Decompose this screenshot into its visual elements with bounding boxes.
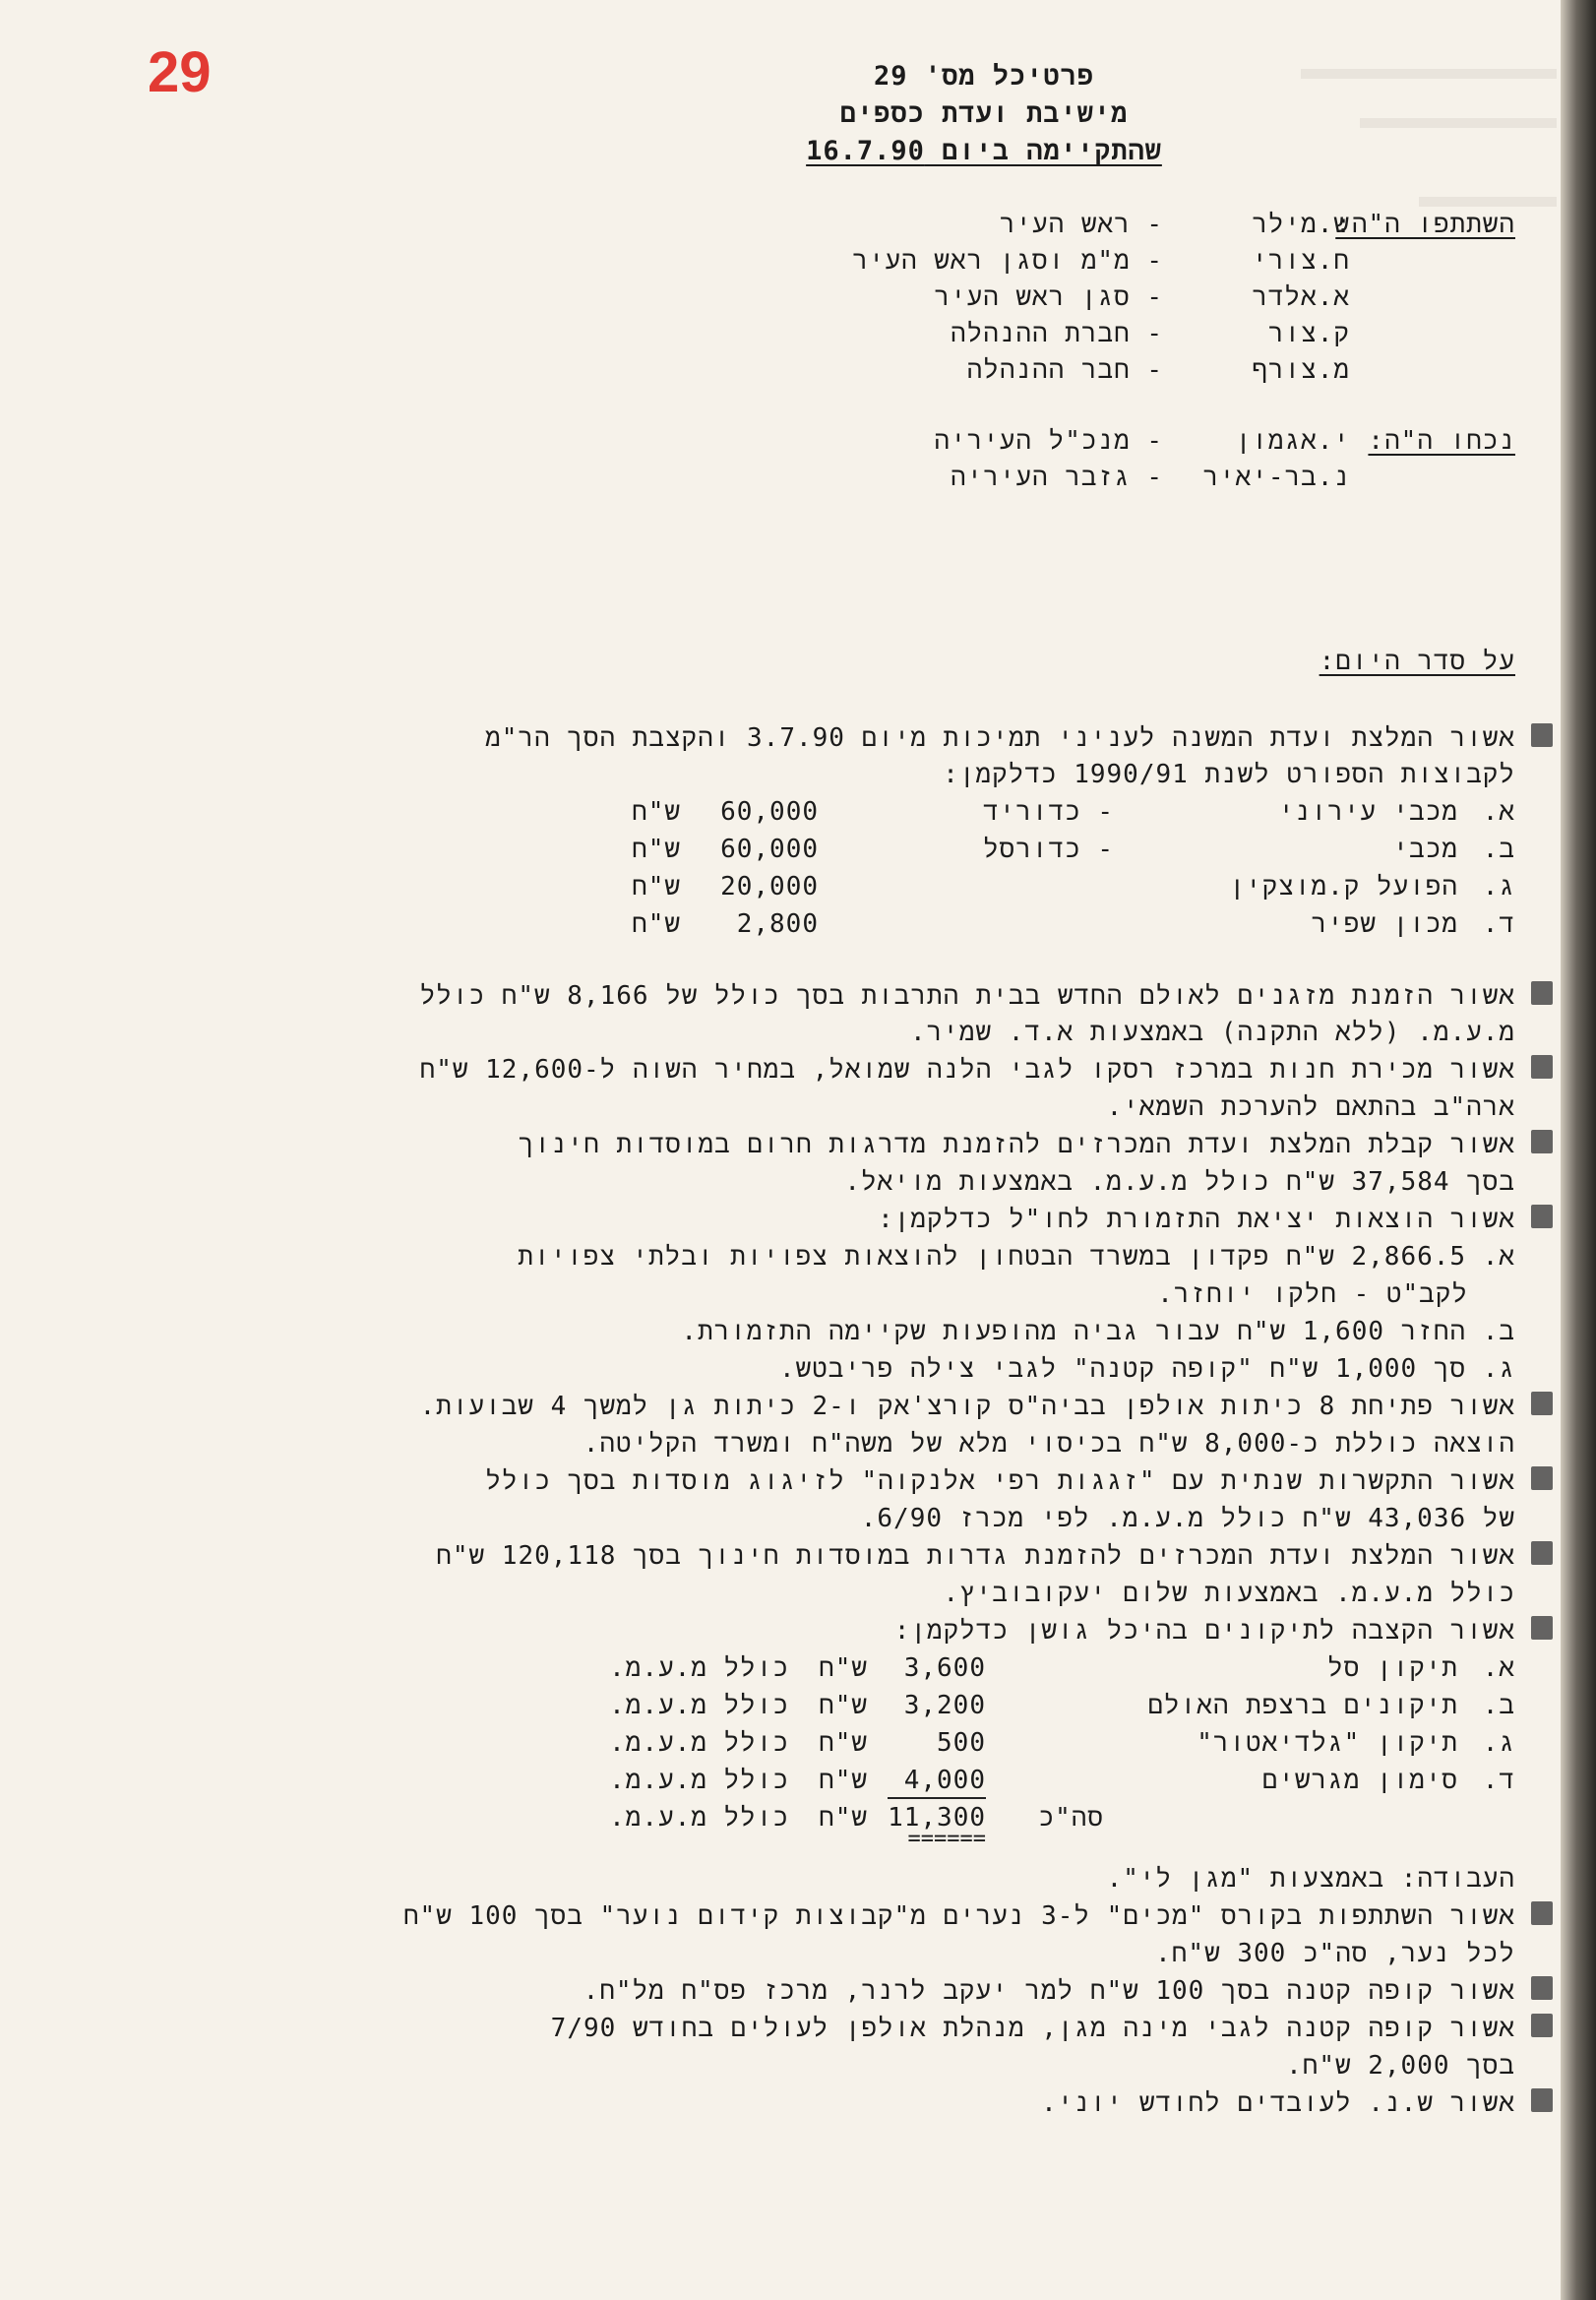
item8-line: אשור המלצת ועדת המכרזים להזמנת גדרות במוסדות חינוך בסך 120,118 ש"ח [436, 1541, 1515, 1571]
item-marker [1531, 1055, 1553, 1079]
present-name: י.אגמון [1235, 426, 1350, 456]
present-label: נכחו ה"ה: [1368, 426, 1515, 456]
item9-row-unit: ש"ח [819, 1766, 868, 1795]
item9-row-vat: כולל מ.ע.מ. [609, 1691, 789, 1720]
item1-row-unit: ש"ח [632, 797, 681, 827]
present-name: נ.בר-יאיר [1202, 463, 1350, 492]
item1-row-letter: ד. [1482, 909, 1515, 939]
item1-row-letter: ג. [1482, 872, 1515, 901]
item9-row-name: תיקון "גלדיאטור" [1197, 1728, 1458, 1758]
meeting-date [689, 136, 1279, 168]
item5-sub-c: ג. סך 1,000 ש"ח "קופה קטנה" לגבי צילה פריבטש. [778, 1354, 1515, 1384]
item1-line: אשור המלצת ועדת המשנה לעניני תמיכות מיום 3.7.90 והקצבת הסך הר"מ [485, 723, 1515, 753]
item1-row-amount: 20,000 [720, 872, 819, 901]
item3-line: אשור מכירת חנות במרכז רסקו לגבי הלנה שמואל, במחיר השוה ל-12,600 ש"ח [419, 1055, 1515, 1085]
item8-line: כולל מ.ע.מ. באמצעות שלום יעקובוביץ. [943, 1579, 1515, 1608]
item1-row-sport: - כדורסל [983, 835, 1114, 864]
agenda-label: על סדר היום: [1319, 647, 1515, 676]
item2-line: מ.ע.מ. (ללא התקנה) באמצעות א.ד. שמיר. [910, 1018, 1515, 1047]
item12-line: אשור קופה קטנה לגבי מינה מגן, מנהלת אולפן לעולים בחודש 7/90 [550, 2014, 1515, 2043]
item-marker [1531, 2088, 1553, 2112]
item-marker [1531, 1616, 1553, 1640]
participant-role: - ראש העיר [999, 210, 1163, 239]
item1-row-sport: - כדוריד [983, 797, 1114, 827]
item9-total-unit: ש"ח [819, 1803, 868, 1833]
item1-row-amount: 60,000 [720, 797, 819, 827]
item9-row-name: תיקון סל [1327, 1653, 1458, 1683]
item-marker [1531, 1541, 1553, 1565]
item1-row-name: מכבי [1392, 835, 1458, 864]
item1-row-unit: ש"ח [632, 872, 681, 901]
participant-role: - מ"מ וסגן ראש העיר [852, 246, 1163, 276]
item1-row-amount: 2,800 [736, 909, 819, 939]
item9-row-unit: ש"ח [819, 1653, 868, 1683]
item-marker [1531, 1466, 1553, 1490]
item4-line: בסך 37,584 ש"ח כולל מ.ע.מ. באמצעות מויאל. [844, 1167, 1515, 1197]
item11-line: אשור קופה קטנה בסך 100 ש"ח למר יעקב לרנר, מרכז פס"ח מל"ח. [583, 1976, 1515, 2006]
item1-row-name: מכון שפיר [1311, 909, 1458, 939]
present-role: - גזבר העיריה [951, 463, 1163, 492]
item9-row-letter: ג. [1482, 1728, 1515, 1758]
item9-total-amount: 11,300 [888, 1803, 986, 1833]
item10-line: אשור השתתפות בקורס "מכים" ל-3 נערים מ"קבוצות קידום נוער" בסך 100 ש"ח [402, 1901, 1515, 1931]
document-title: פרטיכל מס' 29 [874, 61, 1094, 92]
item9-row-amount: 500 [937, 1728, 986, 1758]
item9-row-letter: א. [1482, 1653, 1515, 1683]
item6-line: אשור פתיחת 8 כיתות אולפן בביה"ס קורצ'אק ו-2 כיתות גן למשך 4 שבועות. [419, 1392, 1515, 1421]
item1-row-letter: ב. [1482, 835, 1515, 864]
item9-row-unit: ש"ח [819, 1691, 868, 1720]
item9-row-name: סימון מגרשים [1261, 1766, 1458, 1795]
participant-name: ק.צור [1267, 319, 1350, 348]
item6-line: הוצאה כוללת כ-8,000 ש"ח בכיסוי מלא של משה"ח ומשרד הקליטה. [583, 1429, 1515, 1459]
item9-work-line: העבודה: באמצעות "מגן לי". [1106, 1864, 1515, 1894]
meeting-date-text: שהתקיימה ביום 16.7.90 [806, 136, 1162, 166]
bleed-through [1419, 197, 1557, 207]
item12-line: בסך 2,000 ש"ח. [1286, 2051, 1515, 2081]
item7-line: אשור התקשרות שנתית עם "זגגות רפי אלנקוה" לזיגוג מוסדות בסך כולל [485, 1466, 1515, 1496]
item9-row-vat: כולל מ.ע.מ. [609, 1766, 789, 1795]
item9-row-amount: 3,600 [903, 1653, 986, 1683]
page-edge-shadow [1561, 0, 1596, 2300]
item-marker [1531, 2014, 1553, 2037]
item-marker [1531, 1392, 1553, 1415]
bleed-through [1360, 118, 1557, 128]
participants-label: השתתפו ה"ה: [1335, 210, 1515, 239]
subtotal-rule [888, 1797, 986, 1799]
item-marker [1531, 1130, 1553, 1153]
item-marker [1531, 981, 1553, 1005]
item9-line: אשור הקצבה לתיקונים בהיכל גושן כדלקמן: [893, 1616, 1515, 1646]
item1-line: לקבוצות הספורט לשנת 1990/91 כדלקמן: [943, 760, 1515, 789]
item1-row-letter: א. [1482, 797, 1515, 827]
item3-line: ארה"ב בהתאם להערכת השמאי. [1106, 1092, 1515, 1122]
item9-row-vat: כולל מ.ע.מ. [609, 1653, 789, 1683]
item1-row-name: מכבי עירוני [1278, 797, 1458, 827]
item9-row-letter: ד. [1482, 1766, 1515, 1795]
item9-row-amount: 3,200 [903, 1691, 986, 1720]
item13-line: אשור ש.נ. לעובדים לחודש יוני. [1041, 2088, 1515, 2118]
document-subtitle: מישיבת ועדת כספים [839, 98, 1129, 129]
item1-row-unit: ש"ח [632, 909, 681, 939]
participant-role: - חבר ההנהלה [966, 355, 1163, 385]
item5-sub-a: א. 2,866.5 ש"ח פקדון במשרד הבטחון להוצאות צפויות ובלתי צפויות [518, 1242, 1515, 1272]
item1-row-amount: 60,000 [720, 835, 819, 864]
participant-name: א.אלדר [1252, 282, 1350, 312]
item-marker [1531, 1976, 1553, 2000]
item5-sub-b: ב. החזר 1,600 ש"ח עבור גביה מהופעות שקיימה התזמורת. [681, 1317, 1515, 1346]
participant-role: - סגן ראש העיר [934, 282, 1163, 312]
participant-name: ש.מילר [1252, 210, 1350, 239]
item4-line: אשור קבלת המלצת ועדת המכרזים להזמנת מדרגות חרום במוסדות חינוך [518, 1130, 1515, 1159]
item9-row-unit: ש"ח [819, 1728, 868, 1758]
participant-name: ח.צורי [1252, 246, 1350, 276]
item9-row-vat: כולל מ.ע.מ. [609, 1728, 789, 1758]
item7-line: של 43,036 ש"ח כולל מ.ע.מ. לפי מכרז 6/90. [860, 1504, 1515, 1533]
item-marker [1531, 1205, 1553, 1228]
item9-row-amount: 4,000 [903, 1766, 986, 1795]
item-marker [1531, 1901, 1553, 1925]
participant-name: מ.צורף [1252, 355, 1350, 385]
item1-row-name: הפועל ק.מוצקין [1229, 872, 1458, 901]
participant-role: - חברת ההנהלה [951, 319, 1163, 348]
item9-total-label: סה"כ [1038, 1803, 1104, 1833]
item5-line: אשור הוצאות יציאת התזמורת לחו"ל כדלקמן: [878, 1205, 1515, 1234]
page-number: 29 [148, 40, 212, 104]
item2-line: אשור הזמנת מזגנים לאולם החדש בבית התרבות בסך כולל של 8,166 ש"ח כולל [419, 981, 1515, 1011]
total-double-rule: ====== [907, 1827, 986, 1851]
item10-line: לכל נער, סה"כ 300 ש"ח. [1155, 1939, 1515, 1968]
item9-row-letter: ב. [1482, 1691, 1515, 1720]
present-role: - מנכ"ל העיריה [934, 426, 1163, 456]
item1-row-unit: ש"ח [632, 835, 681, 864]
item5-sub-a: לקב"ט - חלקו יוחזר. [1157, 1279, 1468, 1309]
bleed-through [1301, 69, 1557, 79]
item9-row-name: תיקונים ברצפת האולם [1147, 1691, 1458, 1720]
item-marker [1531, 723, 1553, 747]
item9-total-vat: כולל מ.ע.מ. [609, 1803, 789, 1833]
